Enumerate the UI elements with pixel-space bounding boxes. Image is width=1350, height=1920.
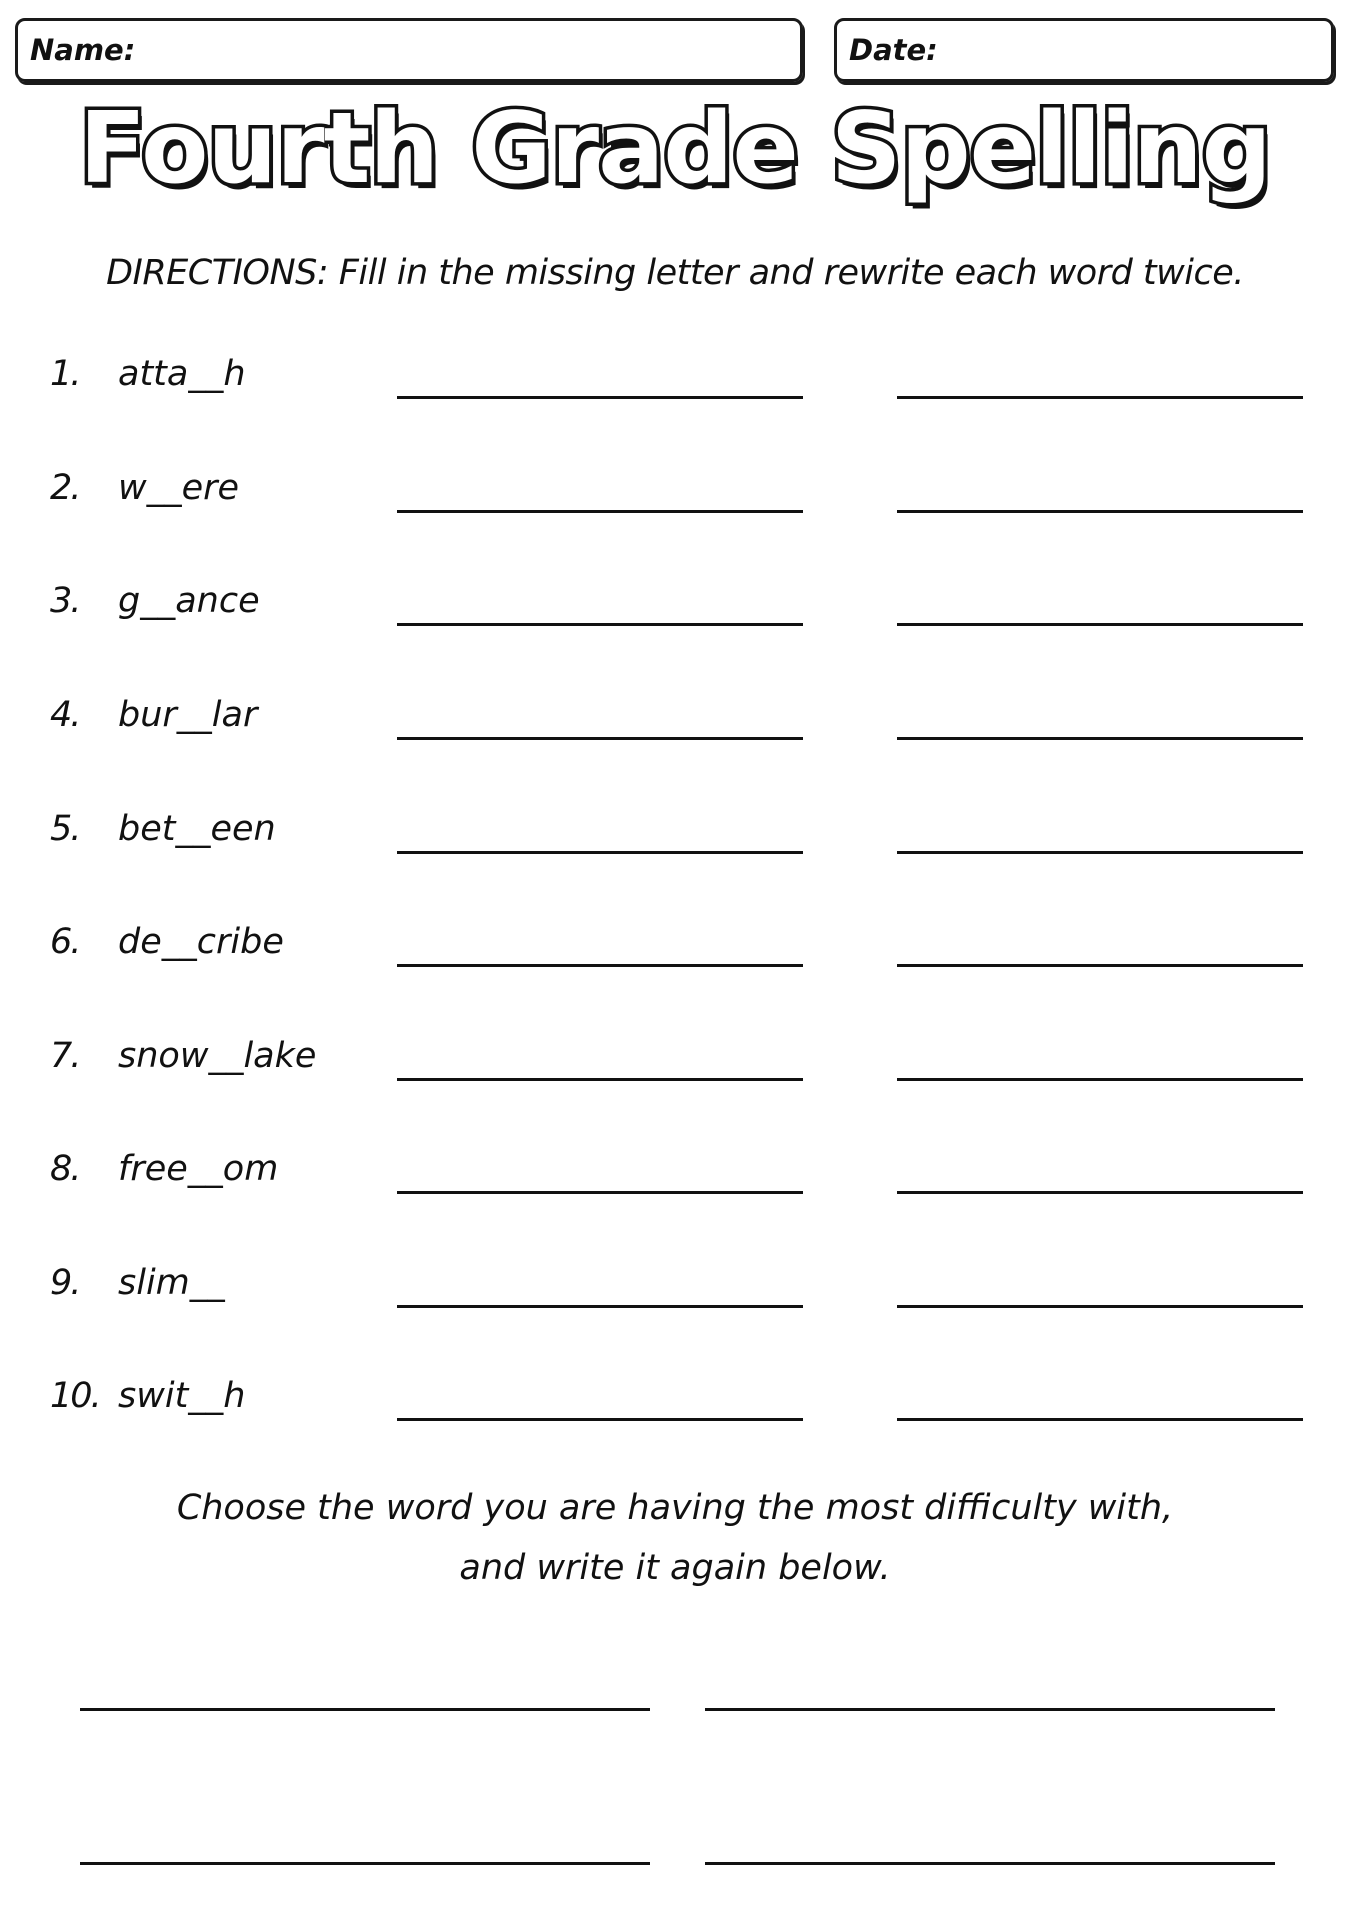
rewrite-line-1[interactable] bbox=[397, 1078, 803, 1081]
item-word: bur__lar bbox=[118, 695, 258, 735]
writing-line[interactable] bbox=[80, 1708, 650, 1711]
spelling-item bbox=[0, 916, 1350, 976]
item-number: 9. bbox=[50, 1263, 80, 1303]
item-word: atta__h bbox=[118, 354, 246, 394]
name-label: Name: bbox=[30, 33, 136, 67]
closing-instructions bbox=[0, 1478, 1350, 1598]
rewrite-line-1[interactable] bbox=[397, 1191, 803, 1194]
rewrite-line-1[interactable] bbox=[397, 623, 803, 626]
spelling-item bbox=[0, 689, 1350, 749]
item-word: w__ere bbox=[118, 468, 240, 508]
spelling-item bbox=[0, 1143, 1350, 1203]
rewrite-line-1[interactable] bbox=[397, 1305, 803, 1308]
rewrite-line-2[interactable] bbox=[897, 1078, 1303, 1081]
writing-line[interactable] bbox=[705, 1708, 1275, 1711]
rewrite-line-1[interactable] bbox=[397, 1418, 803, 1421]
item-number: 3. bbox=[50, 581, 80, 621]
item-number: 6. bbox=[50, 922, 80, 962]
rewrite-line-2[interactable] bbox=[897, 623, 1303, 626]
rewrite-line-2[interactable] bbox=[897, 396, 1303, 399]
rewrite-line-2[interactable] bbox=[897, 1418, 1303, 1421]
spelling-item bbox=[0, 1257, 1350, 1317]
writing-line[interactable] bbox=[80, 1862, 650, 1865]
rewrite-line-2[interactable] bbox=[897, 510, 1303, 513]
rewrite-line-1[interactable] bbox=[397, 737, 803, 740]
rewrite-line-1[interactable] bbox=[397, 964, 803, 967]
page-title: Fourth Grade Spelling bbox=[79, 92, 1271, 206]
item-word: snow__lake bbox=[118, 1036, 317, 1076]
item-word: g__ance bbox=[118, 581, 260, 621]
closing-line-2: and write it again below. bbox=[459, 1548, 891, 1588]
item-word: slim__ bbox=[118, 1263, 225, 1303]
directions-text: DIRECTIONS: Fill in the missing letter and rewrite each word twice. bbox=[106, 253, 1244, 293]
rewrite-line-2[interactable] bbox=[897, 964, 1303, 967]
rewrite-line-2[interactable] bbox=[897, 1305, 1303, 1308]
item-number: 8. bbox=[50, 1149, 80, 1189]
rewrite-line-2[interactable] bbox=[897, 1191, 1303, 1194]
spelling-item bbox=[0, 803, 1350, 863]
spelling-item bbox=[0, 575, 1350, 635]
rewrite-line-2[interactable] bbox=[897, 737, 1303, 740]
item-number: 4. bbox=[50, 695, 80, 735]
rewrite-line-1[interactable] bbox=[397, 851, 803, 854]
closing-line-1: Choose the word you are having the most difficulty with, bbox=[176, 1488, 1174, 1528]
spelling-item bbox=[0, 348, 1350, 408]
date-label: Date: bbox=[849, 33, 938, 67]
date-field[interactable] bbox=[834, 18, 1334, 82]
item-number: 5. bbox=[50, 809, 80, 849]
item-word: free__om bbox=[118, 1149, 279, 1189]
spelling-item bbox=[0, 1370, 1350, 1430]
rewrite-line-1[interactable] bbox=[397, 510, 803, 513]
item-word: swit__h bbox=[118, 1376, 246, 1416]
item-number: 2. bbox=[50, 468, 80, 508]
item-number: 7. bbox=[50, 1036, 80, 1076]
item-number: 1. bbox=[50, 354, 80, 394]
rewrite-line-1[interactable] bbox=[397, 396, 803, 399]
spelling-item bbox=[0, 1030, 1350, 1090]
item-word: de__cribe bbox=[118, 922, 284, 962]
item-number: 10. bbox=[50, 1376, 100, 1416]
item-word: bet__een bbox=[118, 809, 276, 849]
writing-line[interactable] bbox=[705, 1862, 1275, 1865]
name-field[interactable] bbox=[15, 18, 803, 82]
spelling-item bbox=[0, 462, 1350, 522]
rewrite-line-2[interactable] bbox=[897, 851, 1303, 854]
